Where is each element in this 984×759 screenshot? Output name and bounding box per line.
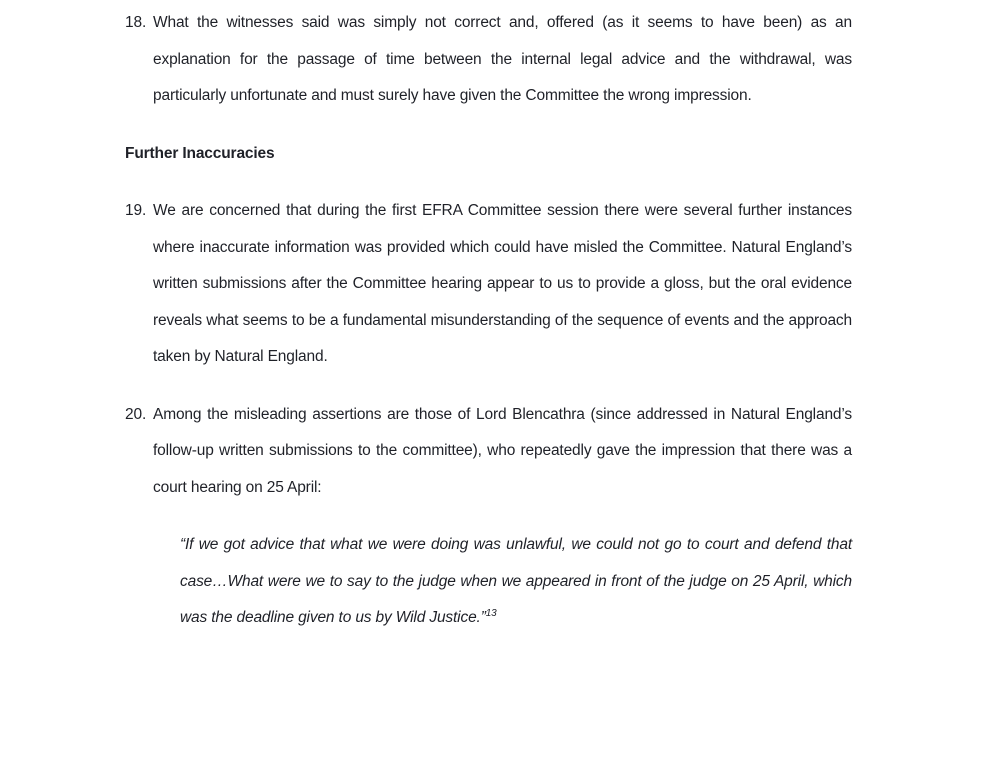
paragraph-20-text: Among the misleading assertions are those of Lord Blencathra (since addressed in Natural England’s follow-up written submissions to the committee), who repeatedly gave the impression that there was a court hearing on 25 April: — [153, 405, 852, 496]
paragraph-18 — [125, 5, 852, 115]
paragraph-19-number: 19. — [125, 202, 147, 219]
block-quote — [180, 527, 852, 637]
block-quote-text: “If we got advice that what we were doing was unlawful, we could not go to court and defend that case…What were we to say to the judge when we appeared in front of the judge on 25 April, which was the deadline given to us by Wild Justice.” — [180, 536, 852, 626]
paragraph-19-text: We are concerned that during the first EFRA Committee session there were several further instances where inaccurate information was provided which could have misled the Committee. Natural England’s written submissions after the Committee hearing appear to us to provide a gloss, but the oral evidence reveals what seems to be a fundamental misunderstanding of the sequence of events and the approach taken by Natural England. — [153, 202, 852, 365]
paragraph-20-number: 20. — [125, 405, 147, 423]
paragraph-19 — [125, 193, 852, 376]
paragraph-18-text: What the witnesses said was simply not correct and, offered (as it seems to have been) as an explanation for the passage of time between the internal legal advice and the withdrawal, was particularly unfortunate and must surely have given the Committee the wrong impression. — [153, 14, 852, 104]
paragraph-18-number: 18. — [125, 14, 147, 31]
paragraph-20 — [125, 397, 852, 507]
footnote-reference: 13 — [485, 607, 497, 619]
section-heading: Further Inaccuracies — [125, 144, 275, 162]
